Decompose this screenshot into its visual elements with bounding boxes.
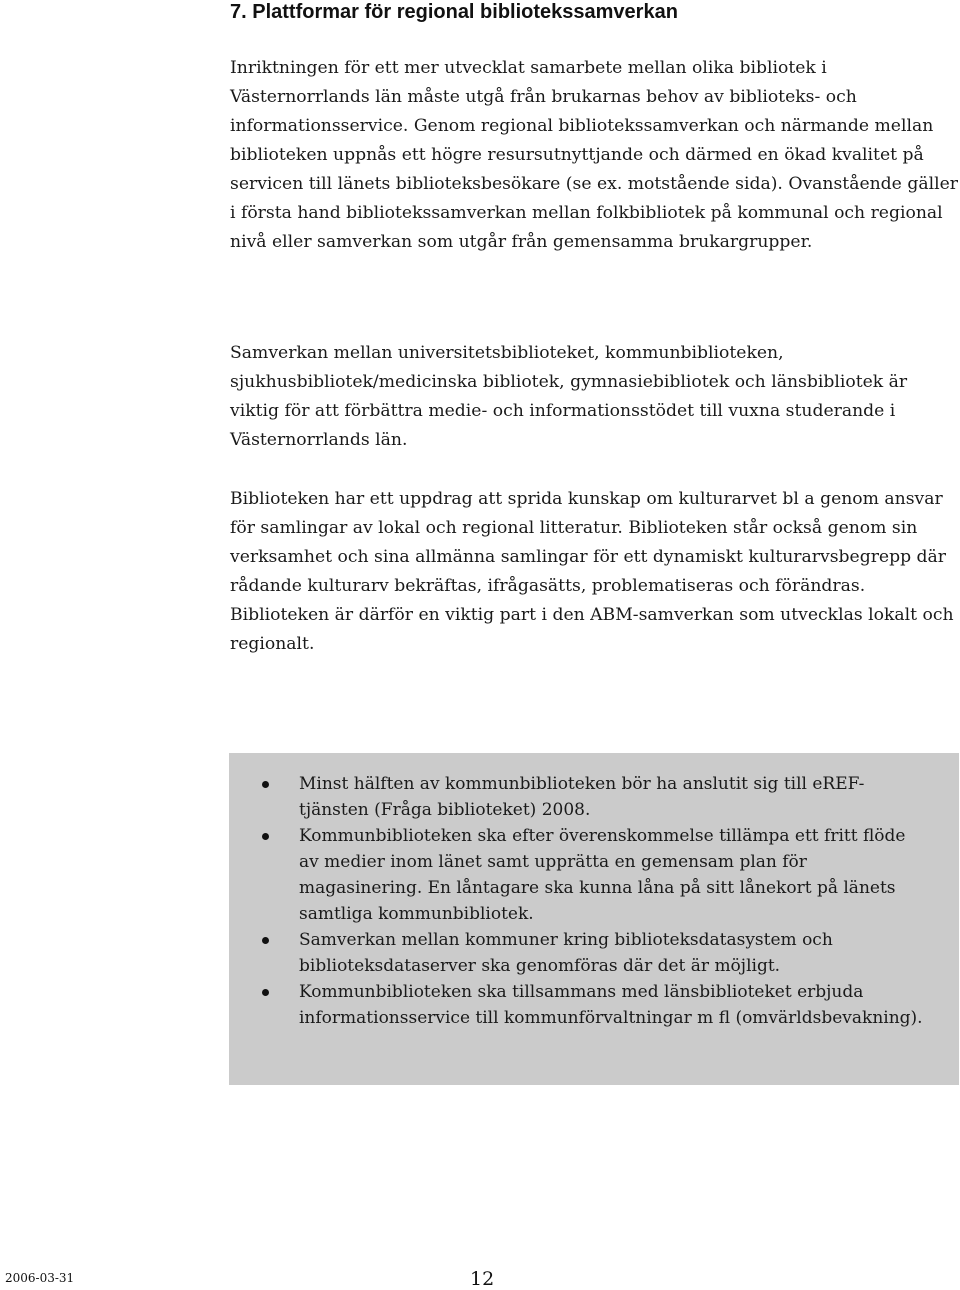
body-paragraph: Inriktningen för ett mer utvecklat samarbete mellan olika bibliotek i Västernorrlands län måste utgå från brukarnas behov av biblioteks- och informationsservice. Genom regional bibliotekssamverkan och närmande mellan biblioteken uppnås ett högre resursutnyttjande och därmed en ökad kvalitet på servicen till länets biblioteksbesökare (se ex. motstående sida). Ovanstående gäller i första hand bibliotekssamverkan mellan folkbibliotek på kommunal och regional nivå eller samverkan som utgår från gemensamma brukargrupper. bbox=[230, 58, 958, 252]
page-number: 12 bbox=[470, 1268, 495, 1290]
body-paragraph: Samverkan mellan universitetsbiblioteket, kommunbiblioteken, sjukhusbibliotek/medicinska bibliotek, gymnasiebibliotek och länsbibliotek är viktig för att förbättra medie- och informationsstödet till vuxna studerande i Västernorrlands län. bbox=[230, 343, 908, 450]
bullet-icon bbox=[262, 833, 269, 840]
bullet-icon bbox=[262, 937, 269, 944]
bullet-icon bbox=[262, 989, 269, 996]
list-item-text: Kommunbiblioteken ska tillsammans med länsbiblioteket erbjuda informationsservice till kommunförvaltningar m fl (omvärldsbevakning). bbox=[299, 982, 923, 1028]
list-item bbox=[229, 823, 959, 927]
body-paragraph: Biblioteken har ett uppdrag att sprida kunskap om kulturarvet bl a genom ansvar för samlingar av lokal och regional litteratur. Biblioteken står också genom sin verksamhet och sina allmänna samlingar för ett dynamiskt kulturarvsbegrepp där rådande kulturarv bekräftas, ifrågasätts, problematiseras och förändras. Biblioteken är därför en viktig part i den ABM-samverkan som utvecklas lokalt och regionalt. bbox=[230, 489, 954, 654]
list-item-text: Kommunbiblioteken ska efter överenskommelse tillämpa ett fritt flöde av medier inom länet samt upprätta en gemensam plan för magasinering. En låntagare ska kunna låna på sitt lånekort på länets samtliga kommunbibliotek. bbox=[299, 826, 906, 924]
section-heading: 7. Plattformar för regional bibliotekssamverkan bbox=[230, 1, 678, 23]
list-item bbox=[229, 927, 959, 979]
goals-box bbox=[229, 753, 959, 1085]
list-item bbox=[229, 771, 959, 823]
list-item-text: Samverkan mellan kommuner kring biblioteksdatasystem och biblioteksdataserver ska genomföras där det är möjligt. bbox=[299, 930, 833, 976]
bullet-icon bbox=[262, 781, 269, 788]
list-item bbox=[229, 979, 959, 1031]
goals-list bbox=[229, 771, 959, 1031]
list-item-text: Minst hälften av kommunbiblioteken bör ha anslutit sig till eREF-tjänsten (Fråga biblioteket) 2008. bbox=[299, 774, 865, 820]
footer-date: 2006-03-31 bbox=[5, 1271, 75, 1285]
